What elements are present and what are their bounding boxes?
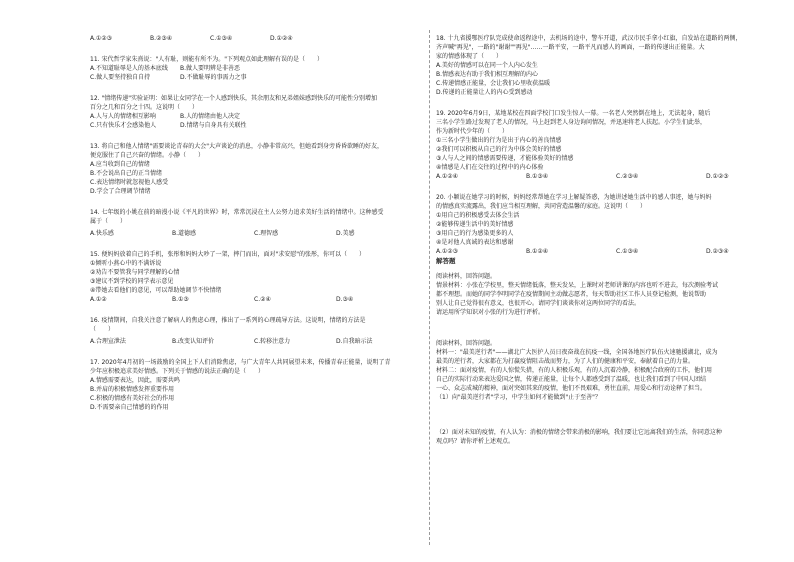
question-20 [436, 193, 776, 256]
material-line: 都不理想。而她的同学李明同学在疫情期间主动做志愿者，每天帮助社区工作人员登记检测，他说帮助 [436, 291, 707, 298]
statement-item: ③建议不到学校的同学表示意见 [90, 278, 174, 285]
option: D.情绪与自身具有关联性 [180, 122, 247, 129]
options-row [90, 337, 420, 346]
option: D.学会了合理调节情绪 [90, 188, 151, 195]
question-stem: 齐声喊"再见"，一路的"谢谢""再见"……一路平安，一路平凡而感人的画面，一路的传递出正能量。大 [436, 44, 705, 51]
question-stem: 11. 宋代哲学家朱熹说："人有耻，则能有所不为。"下列观点如此理解有误的是（ ） [90, 56, 323, 63]
reading-title: 阅读材料，回答问题。 [436, 340, 497, 347]
option: A.应当收到自己的情绪 [90, 161, 150, 168]
question-stem: 19. 2020年6月9日，某地某校在四面学校门口发生惊人一幕。一名老人突然倒在地上，无法起身，随后 [436, 110, 711, 117]
statement-item: ①用自己的积极感受去体会生活 [436, 212, 520, 219]
statement-item: ①三名小学生做出的行为是出于内心的善良情感 [436, 137, 562, 144]
option: A.美好的情感可以在同一个人内心发生 [436, 62, 538, 69]
option: D.传递的正能量让人的内心受到感动 [436, 89, 533, 96]
question-stem: 18. 十九省援鄂医疗队完成使命返程途中，去机场的途中，警车开道，武汉市民手拿小红旗，自发站在道路的两侧， [436, 35, 742, 42]
option: C.①③④ [616, 248, 639, 255]
material-line: 自己的实际行动来表达爱国之情，传递正能量，让每个人都感受到了温暖，也让我们看到了中国人团结 [436, 376, 707, 383]
option: D.不需要亲自己情感的的作用 [90, 404, 169, 411]
option: B.道德感 [172, 230, 197, 237]
options-row [90, 229, 420, 238]
material-line: 材料二：面对疫情，有的人惊慌失措，有的人积极乐观，有的人沉着冷静，积极配合政府的工作，他们用 [436, 367, 713, 374]
options-row [90, 64, 420, 73]
option: A.人与人的情绪相互影响 [90, 113, 156, 120]
question-15 [90, 250, 420, 304]
column-divider [429, 30, 430, 545]
option: C.传递情感正能量，会让我们心里收获温暖 [436, 80, 551, 87]
option: B.做人要明辨是非善恶 [180, 65, 241, 72]
option: A.情感需要表达，因此，需要共鸣 [90, 377, 180, 384]
options-row [90, 295, 420, 304]
option: D.美感 [336, 230, 355, 237]
reading-question-1 [436, 272, 776, 317]
statement-item: ②能够传递生活中的美好情感 [436, 221, 514, 228]
option: B.①③ [172, 296, 189, 303]
option: D.②③④ [706, 248, 729, 255]
question-stem: 的情感真实流露出，我们应当相互理解，共同营造温馨的家庭。这说明（ ） [436, 203, 647, 210]
question-stem: 便克服住了自己兴奋的情绪。小静（ ） [90, 152, 205, 159]
statement-item: ④带她去看他们的意见，可以帮助她调节不快情绪 [90, 287, 222, 294]
question-stem: 少年应积极追求美好情感。下列关于情感的说法正确的是（ ） [90, 368, 265, 375]
question-stem: 三名小学生路过发现了老人的情况，马上赶到老人身边询问情况，并迅速将老人扶起。小学生们此举， [436, 119, 707, 126]
question-stem: 16. 疫情期间，自我关注意了解病人的焦虑心理，推出了一系列的心理疏导方法。这说明，情绪的方法是 [90, 317, 366, 324]
option: B.改变认知评价 [172, 338, 215, 345]
question-17 [90, 358, 420, 412]
option: D.不做耻辱的事需力之事 [180, 74, 247, 81]
question-stem: 13. 将自己和他人情绪"需要谈论青春的大会"大声谈论的消息，小静非常高兴，但她看到身旁昏昏欲睡的好友， [90, 143, 383, 150]
statement-item: ②劝告不要管我与同学理解的心情 [90, 269, 180, 276]
question-13 [90, 142, 420, 196]
question-12 [90, 94, 420, 130]
option: B.②③④ [150, 35, 173, 42]
reading-title: 阅读材料，回答问题。 [436, 273, 497, 280]
question-stem: 20. 小颖说在她学习的时候，妈妈经常帮她在学习上解疑答惑，为她讲述她生活中的感人事迹，她与妈妈 [436, 194, 712, 201]
question-19 [436, 109, 776, 181]
reading-question-2 [436, 339, 776, 446]
option: B.①③④ [526, 173, 549, 180]
question-11 [90, 55, 420, 82]
material-line: 最美的逆行者，大家都在为打赢疫情阻击战而努力，为了人们的健康和平安，奉献着自己的力量。 [436, 358, 695, 365]
statement-item: ③人与人之间的情感需要传递，才能体验美好的情感 [436, 155, 574, 162]
material-line: 别人让自己觉得很有意义，也很开心。请同学们谈谈你对这两位同学的看法。 [436, 300, 641, 307]
material-line: 情景材料：小张在学校里，整天情绪低落，整天发呆，上课时对老师讲课的内容也听不进去，每次测验考试 [436, 282, 719, 289]
question-stem: 14. 七年级的小姚在前的暗漫小说《平凡的世界》时，常常沉浸在主人公努力追求美好生活的情绪中。这种感受 [90, 209, 384, 216]
question-stem: 15. 便妈妈放着自己的手机，张彤和妈妈大吵了一架，摔门而出，面对"求安慰"的张彤，你可以（ ） [90, 251, 365, 258]
material-line: 一心、众志成城的精神，面对突如其来的疫情，他们不畏艰难，勇往直前，用爱心和行动诠释了担当。 [436, 385, 707, 392]
statement-item: ②我们可以积极从自己的行为中体会美好的情感 [436, 146, 562, 153]
section-heading: 解答题 [436, 257, 456, 265]
option: A.①②③ [90, 35, 113, 42]
question-stem: （ ） [90, 326, 115, 333]
question-18 [436, 34, 776, 97]
statement-item: ④情感是人们在交往的过程中的内心体验 [436, 164, 544, 171]
options-row [436, 247, 776, 256]
options-row [90, 112, 420, 121]
question-stem: 家的情感体现了（ ） [436, 53, 503, 60]
option: B.情感表达有助于我们相互理解的内心 [436, 71, 539, 78]
option: C.做人要坚持独自自持 [90, 74, 151, 81]
option: B.不会说出自己的正当情绪 [90, 170, 163, 177]
options-row [90, 73, 420, 82]
option: A.快乐感 [90, 230, 114, 237]
question-stem: 12. "情绪传递"实验证明：如果让女同学在一个人感到快乐，其余朋友和兄弟姐妹感到快乐的可能性分别增加 [90, 95, 377, 102]
option: C.②③④ [616, 173, 639, 180]
option: C.表达情绪时就忽视他人感受 [90, 179, 169, 186]
material-line: 材料一："最美逆行者"——湖北广大医护人员日夜奋战在抗疫一线，全国各地医疗队伍火速驰援湖北，成为 [436, 349, 718, 356]
option: D.①②④ [270, 35, 293, 42]
question-stem: 17. 2020年4月初的一场鼓励的全国上下人们消除焦虑，与广大青年人共同展望未来，传播青春正能量，说明了青 [90, 359, 391, 366]
option: B.并肩的积极情感发挥重要作用 [90, 386, 175, 393]
question-16 [90, 316, 420, 346]
option: D.①②③ [706, 173, 729, 180]
left-column [90, 34, 420, 412]
question-stem: 属于（ ） [90, 218, 127, 225]
option: A.①②④ [436, 173, 459, 180]
option: A.不知道耻辱是人的基本底线 [90, 65, 168, 72]
option: C.理智感 [254, 230, 279, 237]
option: D.自我暗示法 [336, 338, 373, 345]
option: C.②④ [254, 296, 271, 303]
sub-question: （1）向"最美逆行者"学习，中学生如何才能做到"止于至善"？ [436, 394, 601, 401]
right-column [436, 34, 776, 446]
sub-question: 观点吗？请你评析上述观点。 [436, 438, 515, 445]
option: C.转移注意力 [254, 338, 291, 345]
option: C.积极的情感有美好社会的作用 [90, 395, 175, 402]
option: C.只有快乐才会感染他人 [90, 122, 157, 129]
statement-item: ④是对他人真诚的表达和感谢 [436, 239, 514, 246]
question-14 [90, 208, 420, 238]
option: A.①② [90, 296, 107, 303]
option: A.合理宣泄法 [90, 338, 126, 345]
option: C.①③④ [210, 35, 233, 42]
option: D.③④ [336, 296, 354, 303]
sub-question: （2）面对未知的疫情，有人认为：消极的情绪会带来消极的影响，我们要让它远离我们的生活，你同意这种 [436, 429, 722, 436]
option: B.人的情绪由他人决定 [180, 113, 241, 120]
option: A.①②③ [436, 248, 459, 255]
options-row [90, 121, 420, 130]
statement-item: ①倾听小燕心中的不满诉说 [90, 260, 162, 267]
sub-question: 请运用所学知识对小张的行为进行评析。 [436, 309, 545, 316]
q10-options [90, 34, 420, 43]
option: B.①②④ [526, 248, 549, 255]
options-row [436, 172, 776, 181]
question-stem: 作为新时代少年的（ ） [436, 128, 509, 135]
question-stem: 百分之几和百分之十四。这说明（ ） [90, 104, 199, 111]
statement-item: ③用自己的行为感染更多的人 [436, 230, 514, 237]
